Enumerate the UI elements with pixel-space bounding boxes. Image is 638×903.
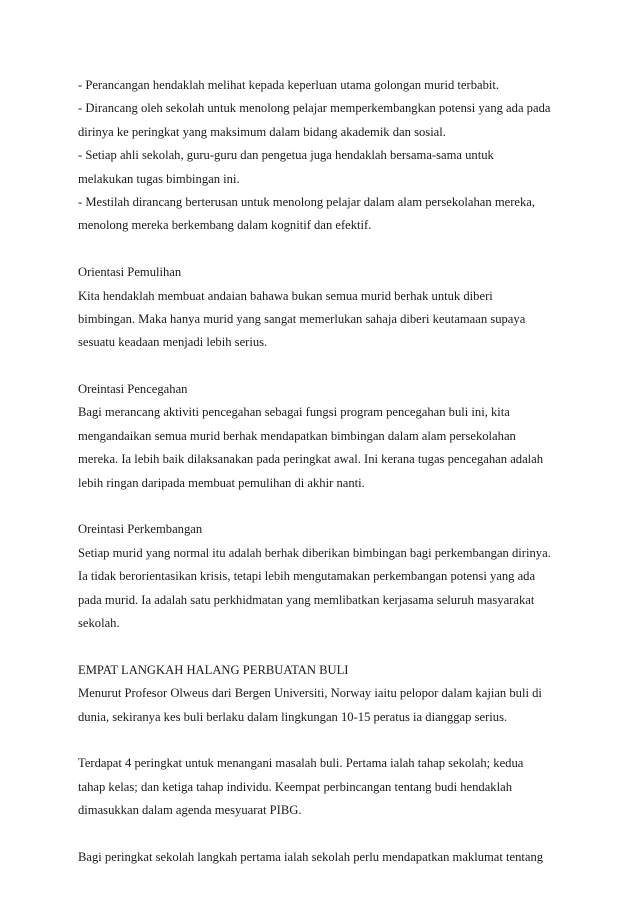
document-body — [78, 74, 568, 869]
text-line: Bagi merancang aktiviti pencegahan sebagai fungsi program pencegahan buli ini, kita — [78, 405, 510, 420]
text-line: dimasukkan dalam agenda mesyuarat PIBG. — [78, 803, 302, 818]
paragraph-gap — [78, 729, 568, 752]
text-line: - Setiap ahli sekolah, guru-guru dan pengetua juga hendaklah bersama-sama untuk — [78, 148, 494, 163]
text-line: bimbingan. Maka hanya murid yang sangat memerlukan sahaja diberi keutamaan supaya — [78, 311, 526, 326]
bullet-item — [78, 191, 568, 238]
text-line: sesuatu keadaan menjadi lebih serius. — [78, 335, 268, 350]
text-line: Terdapat 4 peringkat untuk menangani masalah buli. Pertama ialah tahap sekolah; kedua — [78, 756, 524, 771]
text-line: mereka. Ia lebih baik dilaksanakan pada peringkat awal. Ini kerana tugas pencegahan adalah — [78, 452, 544, 467]
paragraph-gap — [78, 635, 568, 658]
section-heading: Orientasi Pemulihan — [78, 265, 182, 280]
paragraph-gap — [78, 355, 568, 378]
section-empat-langkah — [78, 659, 568, 729]
paragraph-gap — [78, 823, 568, 846]
bullet-item — [78, 144, 568, 191]
text-line: mengandaikan semua murid berhak mendapatkan bimbingan dalam alam persekolahan — [78, 428, 516, 443]
bullet-list — [78, 74, 568, 238]
section-heading: EMPAT LANGKAH HALANG PERBUATAN BULI — [78, 662, 349, 677]
paragraph-peringkat — [78, 752, 568, 822]
text-line: pada murid. Ia adalah satu perkhidmatan yang memlibatkan kerjasama seluruh masyarakat — [78, 592, 535, 607]
paragraph-gap — [78, 495, 568, 518]
section-heading: Oreintasi Perkembangan — [78, 522, 203, 537]
text-line: Setiap murid yang normal itu adalah berhak diberikan bimbingan bagi perkembangan dirinya. — [78, 545, 551, 560]
text-line: Kita hendaklah membuat andaian bahawa bukan semua murid berhak untuk diberi — [78, 288, 493, 303]
section-oreintasi-perkembangan — [78, 518, 568, 635]
bullet-item — [78, 97, 568, 144]
paragraph-gap — [78, 238, 568, 261]
text-line: melakukan tugas bimbingan ini. — [78, 171, 240, 186]
section-orientasi-pemulihan — [78, 261, 568, 355]
text-line: tahap kelas; dan ketiga tahap individu. Keempat perbincangan tentang budi hendaklah — [78, 779, 512, 794]
text-line: Menurut Profesor Olweus dari Bergen Universiti, Norway iaitu pelopor dalam kajian buli di — [78, 686, 542, 701]
text-line: Ia tidak berorientasikan krisis, tetapi lebih mengutamakan perkembangan potensi yang ada — [78, 569, 536, 584]
bullet-item — [78, 74, 568, 97]
text-line: Bagi peringkat sekolah langkah pertama ialah sekolah perlu mendapatkan maklumat tentang — [78, 849, 544, 864]
text-line: dirinya ke peringkat yang maksimum dalam bidang akademik dan sosial. — [78, 124, 446, 139]
paragraph-peringkat-sekolah — [78, 846, 568, 869]
section-heading: Oreintasi Pencegahan — [78, 382, 188, 397]
text-line: - Dirancang oleh sekolah untuk menolong pelajar memperkembangkan potensi yang ada pada — [78, 101, 551, 116]
text-line: sekolah. — [78, 615, 120, 630]
text-line: lebih ringan daripada membuat pemulihan di akhir nanti. — [78, 475, 365, 490]
text-line: dunia, sekiranya kes buli berlaku dalam lingkungan 10-15 peratus ia dianggap serius. — [78, 709, 508, 724]
text-line: - Perancangan hendaklah melihat kepada keperluan utama golongan murid terbabit. — [78, 78, 500, 92]
text-line: menolong mereka berkembang dalam kognitif dan efektif. — [78, 218, 372, 233]
text-line: - Mestilah dirancang berterusan untuk menolong pelajar dalam alam persekolahan mereka, — [78, 194, 536, 209]
section-oreintasi-pencegahan — [78, 378, 568, 495]
